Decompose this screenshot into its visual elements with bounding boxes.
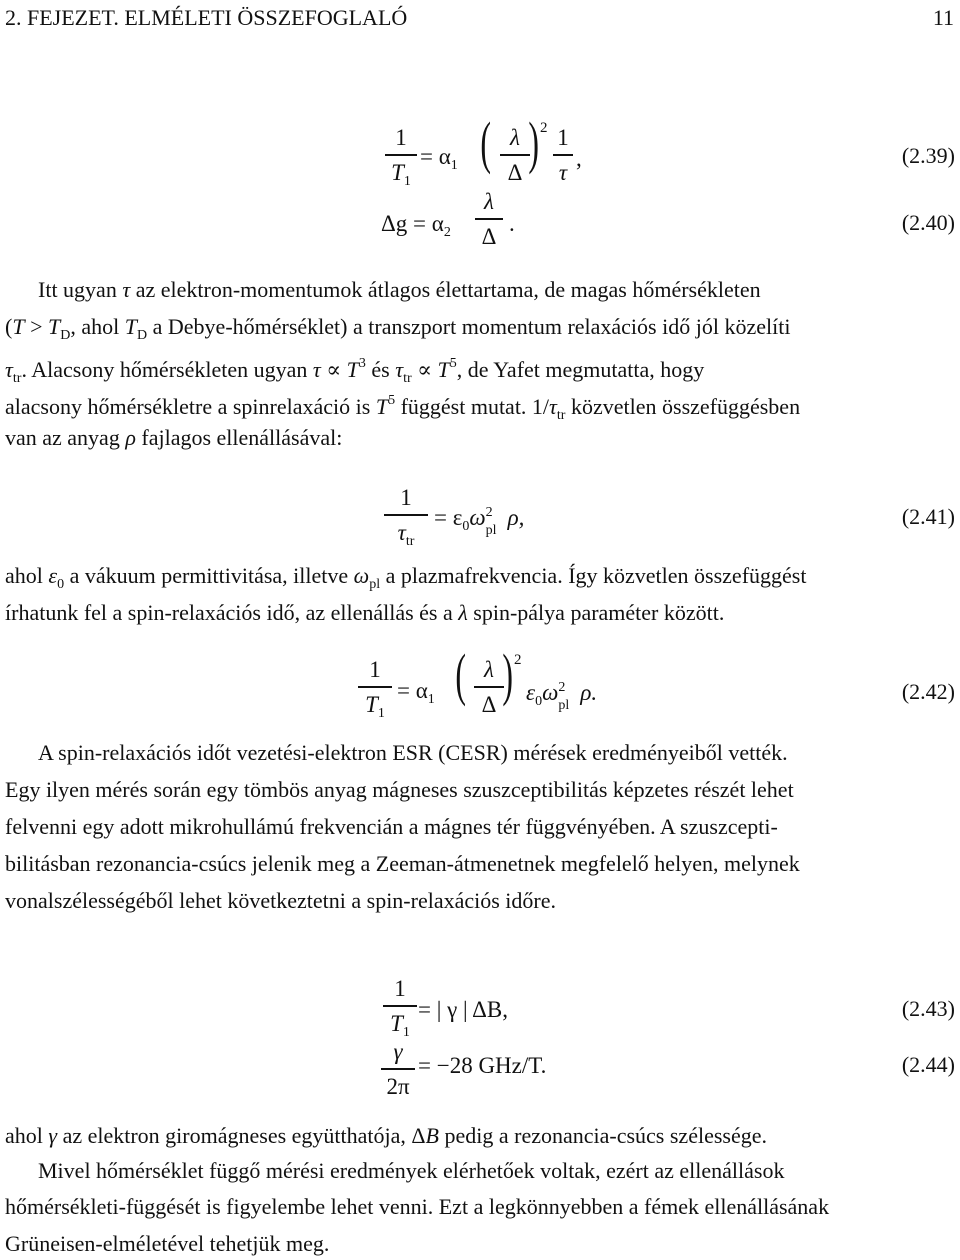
eq240-number: (2.40) xyxy=(901,210,955,235)
para3-line3: felvenni egy adott mikrohullámú frekvencián a mágnes tér függvényében. A szuszcepti- xyxy=(5,814,778,839)
eq243-number: (2.43) xyxy=(901,996,955,1021)
eq242-right-paren: ) xyxy=(502,642,513,707)
eq239-inner-fraction: λ Δ xyxy=(500,126,530,184)
eq242-lhs-fraction: 1 $T_1$ xyxy=(358,658,392,725)
eq244-number: (2.44) xyxy=(901,1052,955,1077)
eq239-comma: , xyxy=(576,146,582,171)
eq239-tail-fraction: 1 τ xyxy=(553,126,573,184)
para3-line4: bilitásban rezonancia-csúcs jelenik meg a Zeeman-átmenetnek megfelelő helyen, melynek xyxy=(5,851,800,876)
eq243-rhs: = | γ | ΔB, xyxy=(418,997,508,1022)
eq239-number: (2.39) xyxy=(901,143,955,168)
eq242-exponent: 2 xyxy=(514,652,522,668)
eq244-rhs: = −28 GHz/T. xyxy=(418,1053,547,1078)
eq241-lhs-fraction: 1 $\tau_{tr}$ xyxy=(384,486,428,553)
para2-line1: ahol $\varepsilon_0$ a vákuum permittivitása, illetve $\omega_{pl}$ a plazmafrekvencia. Így közvetlen összefüggést xyxy=(5,563,807,592)
page-number: 11 xyxy=(932,5,954,30)
eq244-lhs-fraction: γ 2π xyxy=(381,1040,415,1098)
eq242-rhs: $\varepsilon_0\omega$ 2 pl ρ. xyxy=(526,680,598,713)
eq240-period: . xyxy=(509,211,515,236)
para1-line1: Itt ugyan τ az elektron-momentumok átlagos élettartama, de magas hőmérsékleten xyxy=(38,277,761,302)
eq239-right-paren: ) xyxy=(528,110,539,175)
para1-line2: ($T > T_D$, ahol $T_D$ a Debye-hőmérséklet) a transzport momentum relaxációs idő jól közelíti xyxy=(5,314,791,343)
para3-line1: A spin-relaxációs időt vezetési-elektron ESR (CESR) mérések eredményeiből vették. xyxy=(38,740,788,765)
eq243-lhs-fraction: 1 $T_1$ xyxy=(383,977,417,1044)
para4-line4: Grüneisen-elméletével tehetjük meg. xyxy=(5,1231,330,1256)
eq239-exponent: 2 xyxy=(540,120,548,136)
eq241-number: (2.41) xyxy=(901,504,955,529)
eq242-alpha: = $\alpha_1$ xyxy=(397,678,435,707)
eq240-lhs: $\Delta g = \alpha_2$ xyxy=(381,211,451,240)
eq239-left-paren: ( xyxy=(480,110,491,175)
eq242-left-paren: ( xyxy=(455,642,466,707)
para4-line3: hőmérsékleti-függését is figyelembe lehet venni. Ezt a legkönnyebben a fémek ellenállásának xyxy=(5,1194,830,1219)
running-header: 2. FEJEZET. ELMÉLETI ÖSSZEFOGLALÓ xyxy=(5,5,408,30)
eq239-alpha: = $\alpha_1$ xyxy=(420,144,458,173)
eq239-lhs-fraction: 1 $T_1$ xyxy=(385,126,417,193)
para1-line4: alacsony hőmérsékletre a spinrelaxáció is $T^5$ függést mutat. $1/\tau_{tr}$ közvetlen összefüggésben xyxy=(5,393,801,423)
eq240-fraction: λ Δ xyxy=(475,190,503,248)
para2-line2: írhatunk fel a spin-relaxációs idő, az ellenállás és a λ spin-pálya paraméter között. xyxy=(5,600,725,625)
para4-line1: ahol γ az elektron giromágneses együtthatója, ΔB pedig a rezonancia-csúcs szélessége. xyxy=(5,1123,767,1148)
para3-line5: vonalszélességéből lehet következtetni a spin-relaxációs időre. xyxy=(5,888,557,913)
para1-line3: $\tau_{tr}$. Alacsony hőmérsékleten ugyan $\tau \propto T^3$ és $\tau_{tr} \propto T^5$, de Yafet megmutatta, hogy xyxy=(5,356,705,386)
para3-line2: Egy ilyen mérés során egy tömbös anyag mágneses szuszceptibilitás képzetes részét lehet xyxy=(5,777,794,802)
eq241-rhs: = $\varepsilon_0\omega$ 2 pl ρ, xyxy=(434,505,525,538)
para4-line2: Mivel hőmérséklet függő mérési eredmények elérhetőek voltak, ezért az ellenállások xyxy=(38,1158,785,1183)
eq242-number: (2.42) xyxy=(901,679,955,704)
eq242-inner-fraction: λ Δ xyxy=(474,658,504,716)
para1-line5: van az anyag ρ fajlagos ellenállásával: xyxy=(5,425,343,450)
